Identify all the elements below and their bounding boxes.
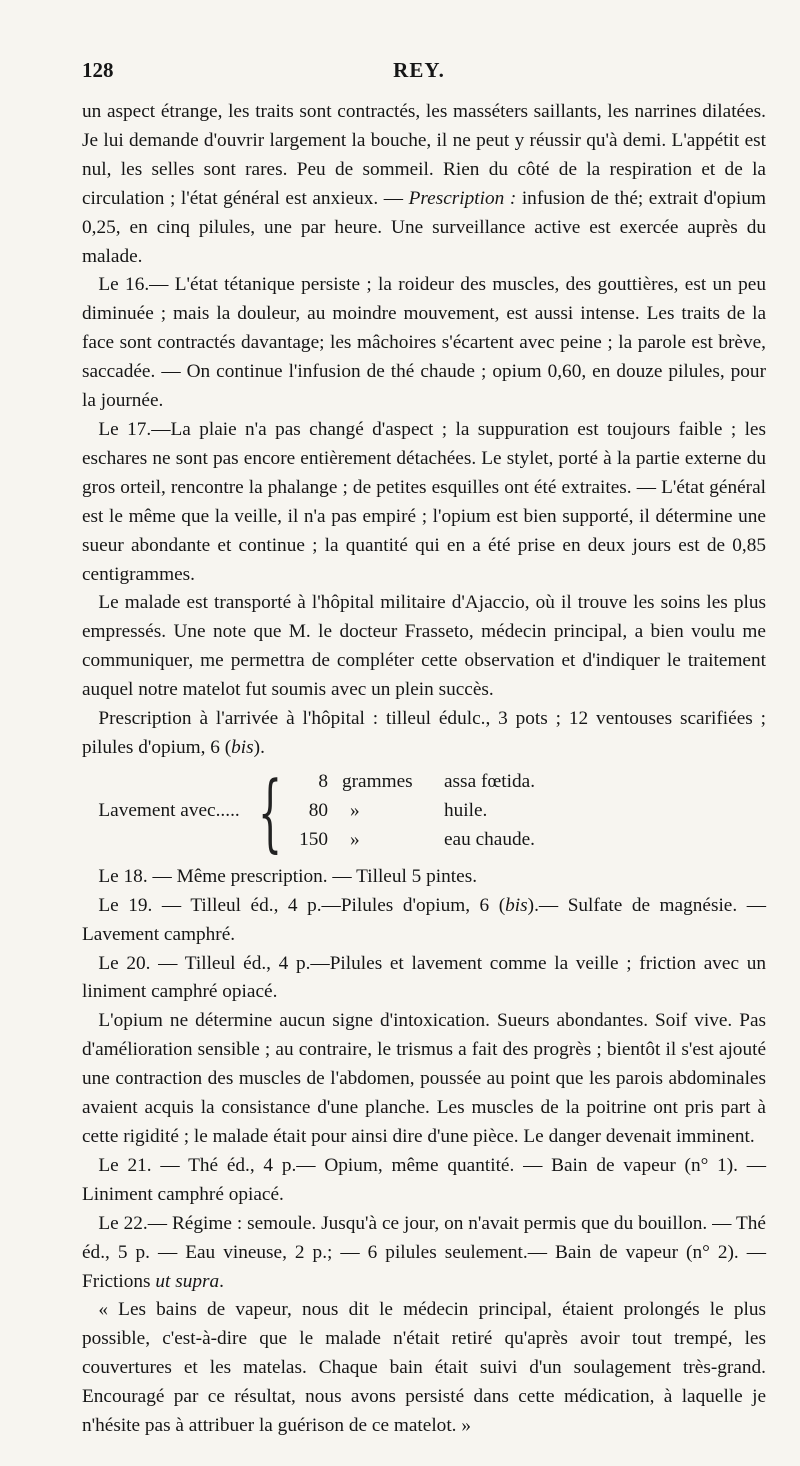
paragraph-1: un aspect étrange, les traits sont contractés, les masséters saillants, les narrines dilatées. Je lui demande d'ouvrir largement la bouche, il ne peut y réussir qu'à demi. L'appétit est nul, les selles sont rares. Peu de sommeil. Rien du côté de la respiration et de la circulation ; l'état général est anxieux. — Prescription : infusion de thé; extrait d'opium 0,25, en cinq pilules, une par heure. Une surveillance active est exercée auprès du malade. xyxy=(82,101,766,267)
lavement-label: Lavement avec..... xyxy=(98,800,240,822)
page-number: 128 xyxy=(82,58,114,82)
quantity-cell: 150 xyxy=(299,829,328,851)
paragraph-9: L'opium ne détermine aucun signe d'intoxication. Sueurs abondantes. Soif vive. Pas d'amélioration sensible ; au contraire, le trismus a fait des progrès ; bientôt il s'est ajouté une contraction des muscles de l'abdomen, poussée au point que les parois abdominales avaient acquis la consistance d'une planche. Les muscles de la poitrine ont pris part à cette rigidité ; le malade était pour ainsi dire d'une pièce. Le danger devenait imminent. xyxy=(82,1010,766,1147)
paragraph-3: Le 17.—La plaie n'a pas changé d'aspect ; la suppuration est toujours faible ; les eschares ne sont pas encore entièrement détachées. Le stylet, porté à la partie externe du gros orteil, rencontre la phalange ; de petites esquilles ont été extraites. — L'état général est le même que la veille, il n'a pas empiré ; l'opium est bien supporté, il détermine une sueur abondante et continue ; la quantité qui en a été prise en deux jours est de 0,85 centigrammes. xyxy=(82,418,766,585)
substance-cell: eau chaude. xyxy=(444,829,535,851)
paragraph-4: Le malade est transporté à l'hôpital militaire d'Ajaccio, où il trouve les soins les plus empressés. Une note que M. le docteur Frasseto, médecin principal, a bien voulu me communiquer, me permettra de compléter cette observation et d'indiquer le traitement auquel notre matelot fut soumis avec un plein succès. xyxy=(82,592,766,701)
lavement-formula xyxy=(82,762,766,861)
paragraph-2: Le 16.— L'état tétanique persiste ; la roideur des muscles, des gouttières, est un peu diminuée ; mais la douleur, au moindre mouvement, est aussi intense. Les traits de la face sont contractés davantage; les mâchoires s'écartent avec peine ; la parole est brève, saccadée. — On continue l'infusion de thé chaude ; opium 0,60, en douze pilules, pour la journée. xyxy=(82,274,766,412)
table-row xyxy=(282,797,541,826)
page-header xyxy=(82,58,766,98)
ut-supra: ut supra xyxy=(155,1270,220,1292)
quantity-cell: 80 xyxy=(308,800,328,822)
prescription-label: Prescription : xyxy=(408,187,517,209)
quantity-cell: 8 xyxy=(318,771,328,793)
brace-symbol: { xyxy=(258,762,283,861)
substance-cell: assa fœtida. xyxy=(444,771,536,793)
table-row xyxy=(282,826,541,855)
paragraph-8: Le 20. — Tilleul éd., 4 p.—Pilules et lavement comme la veille ; friction avec un liniment camphré opiacé. xyxy=(82,952,766,1003)
substance-cell: huile. xyxy=(444,800,488,822)
running-title: REY. xyxy=(393,58,445,82)
paragraph-11: Le 22.— Régime : semoule. Jusqu'à ce jour, on n'avait permis que du bouillon. — Thé éd., 5 p. — Eau vineuse, 2 p.; — 6 pilules seulement.— Bain de vapeur (n° 2). — Frictions ut supra. xyxy=(82,1212,766,1292)
paragraph-12-quote: « Les bains de vapeur, nous dit le médecin principal, étaient prolongés le plus possible, c'est-à-dire que le malade n'était retiré qu'après avoir tout trempé, les couvertures et les matelas. Chaque bain était suivi d'un soulagement très-grand. Encouragé par ce résultat, nous avons persisté dans cette médication, à laquelle je n'hésite pas à attribuer la guérison de ce matelot. » xyxy=(82,1299,766,1437)
table-row xyxy=(282,768,541,797)
unit-cell: grammes xyxy=(342,771,413,793)
paragraph-5: Prescription à l'arrivée à l'hôpital : tilleul édulc., 3 pots ; 12 ventouses scarifiées ; pilules d'opium, 6 (bis). xyxy=(82,708,766,758)
ditto-mark: » xyxy=(350,829,360,851)
paragraph-7: Le 19. — Tilleul éd., 4 p.—Pilules d'opium, 6 (bis).— Sulfate de magnésie. — Lavement camphré. xyxy=(82,894,766,945)
body-text xyxy=(82,98,766,1441)
lavement-table xyxy=(282,768,541,855)
ditto-mark: » xyxy=(350,800,360,822)
paragraph-6: Le 18. — Même prescription. — Tilleul 5 pintes. xyxy=(98,865,478,887)
paragraph-10: Le 21. — Thé éd., 4 p.— Opium, même quantité. — Bain de vapeur (n° 1). — Liniment camphré opiacé. xyxy=(82,1154,766,1205)
